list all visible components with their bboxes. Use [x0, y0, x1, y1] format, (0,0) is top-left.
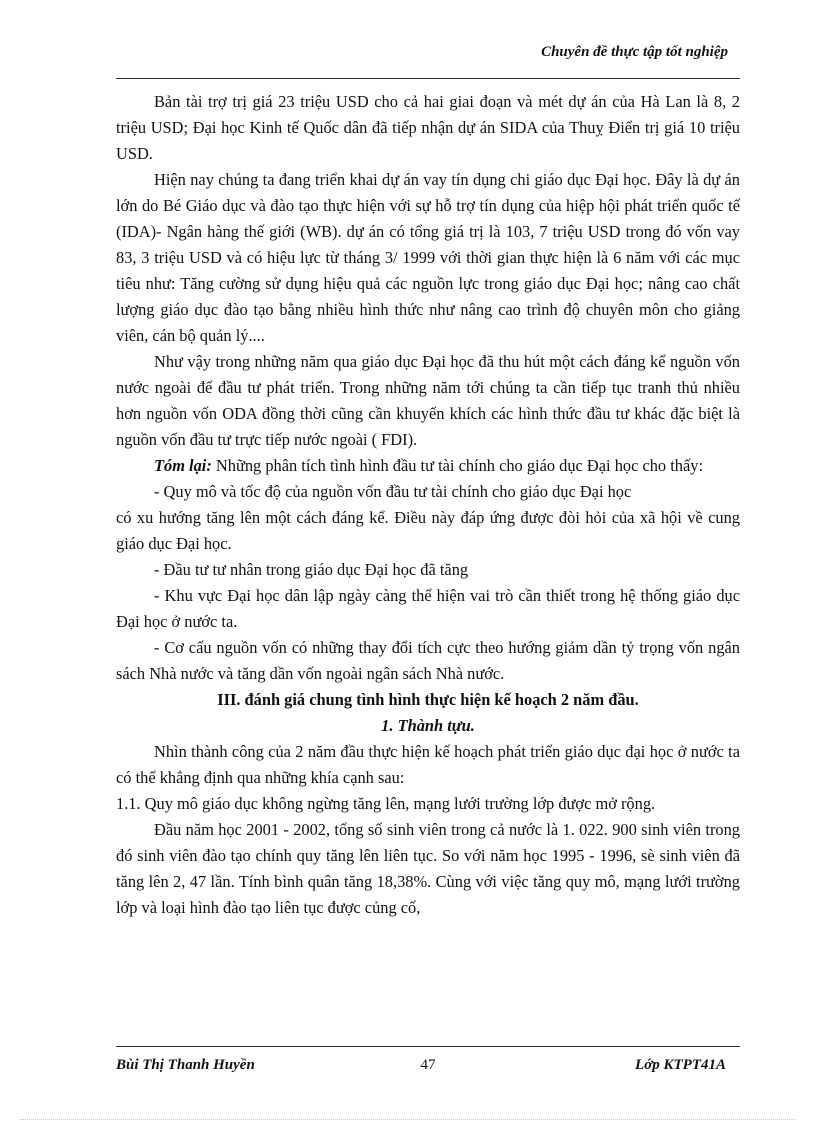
bullet-item: - Quy mô và tốc độ của nguồn vốn đầu tư tài chính cho giáo dục Đại học: [154, 482, 632, 501]
summary-lead: Tóm lại:: [154, 456, 212, 475]
paragraph: Hiện nay chúng ta đang triển khai dự án vay tín dụng chi giáo dục Đại học. Đây là dự án lớn do Bé Giáo dục và đào tạo thực hiện với sự hỗ trợ tín dụng của hiệp hội phát triển quốc tế (IDA)- Ngân hàng thế giới (WB). dự án có tổng giá trị là 103, 7 triệu USD trong đó vốn vay 83, 3 triệu USD và có hiệu lực từ tháng 3/ 1999 với thời gian thực hiện là 6 năm với các mục tiêu như: Tăng cường sử dụng hiệu quả các nguồn lực trong giáo dục Đại học; nâng cao chất lượng giáo dục đào tạo bằng nhiều hình thức như nâng cao trình độ chuyên môn cho giảng viên, cán bộ quản lý....: [116, 170, 740, 345]
footer: [116, 1057, 740, 1077]
summary-paragraph: [116, 453, 740, 479]
footer-author: Bùi Thị Thanh Huyền: [116, 1057, 255, 1073]
bullet-item: - Khu vực Đại học dân lập ngày càng thể hiện vai trò cần thiết trong hệ thống giáo dục Đại học ở nước ta.: [116, 586, 740, 631]
paragraph: Bản tài trợ trị giá 23 triệu USD cho cả hai giai đoạn và mét dự án của Hà Lan là 8, 2 triệu USD; Đại học Kinh tế Quốc dân đã tiếp nhận dự án SIDA của Thuỵ Điển trị giá 10 triệu USD.: [116, 92, 740, 163]
paragraph: Nhìn thành công của 2 năm đầu thực hiện kế hoạch phát triển giáo dục đại học ở nước ta có thể khẳng định qua những khía cạnh sau:: [116, 742, 740, 787]
page-number: 47: [420, 1057, 436, 1073]
section-heading: III. đánh giá chung tình hình thực hiện kế hoạch 2 năm đầu.: [217, 690, 639, 709]
document-body: [116, 89, 740, 921]
bullet-item-continued: có xu hướng tăng lên một cách đáng kể. Điều này đáp ứng được đòi hỏi của xã hội về cung giáo dục Đại học.: [116, 508, 740, 553]
numbered-heading: 1.1. Quy mô giáo dục không ngừng tăng lên, mạng lưới trường lớp được mở rộng.: [116, 794, 656, 813]
footer-class: Lớp KTPT41A: [635, 1057, 726, 1073]
paragraph: Như vậy trong những năm qua giáo dục Đại học đã thu hút một cách đáng kể nguồn vốn nước ngoài để đầu tư phát triển. Trong những năm tới chúng ta cần tiếp tục tranh thủ nhiều hơn nguồn vốn ODA đồng thời cũng cần khuyến khích các hình thức đầu tư khác đặc biệt là nguồn vốn đầu tư trực tiếp nước ngoài ( FDI).: [116, 352, 740, 449]
header-divider: [116, 78, 740, 79]
subsection-heading: 1. Thành tựu.: [381, 716, 475, 735]
footer-divider: [116, 1046, 740, 1047]
summary-text: Những phân tích tình hình đầu tư tài chính cho giáo dục Đại học cho thấy:: [211, 456, 703, 475]
paragraph: Đầu năm học 2001 - 2002, tổng số sinh viên trong cả nước là 1. 022. 900 sinh viên trong đó sinh viên đào tạo chính quy tăng lên liên tục. So với năm học 1995 - 1996, sè sinh viên đã tăng lên 2, 47 lần. Tính bình quân tăng 18,38%. Cùng với việc tăng quy mô, mạng lưới trường lớp và loại hình đào tạo liên tục được củng cố,: [116, 820, 740, 917]
header-title: Chuyên đề thực tập tốt nghiệp: [541, 44, 728, 60]
bullet-item: - Đầu tư tư nhân trong giáo dục Đại học đã tăng: [154, 560, 469, 579]
bullet-item: - Cơ cấu nguồn vốn có những thay đổi tích cực theo hướng giảm dần tỷ trọng vốn ngân sách Nhà nước và tăng dần vốn ngoài ngân sách Nhà nước.: [116, 638, 740, 683]
page-edge-divider: [20, 1119, 796, 1120]
